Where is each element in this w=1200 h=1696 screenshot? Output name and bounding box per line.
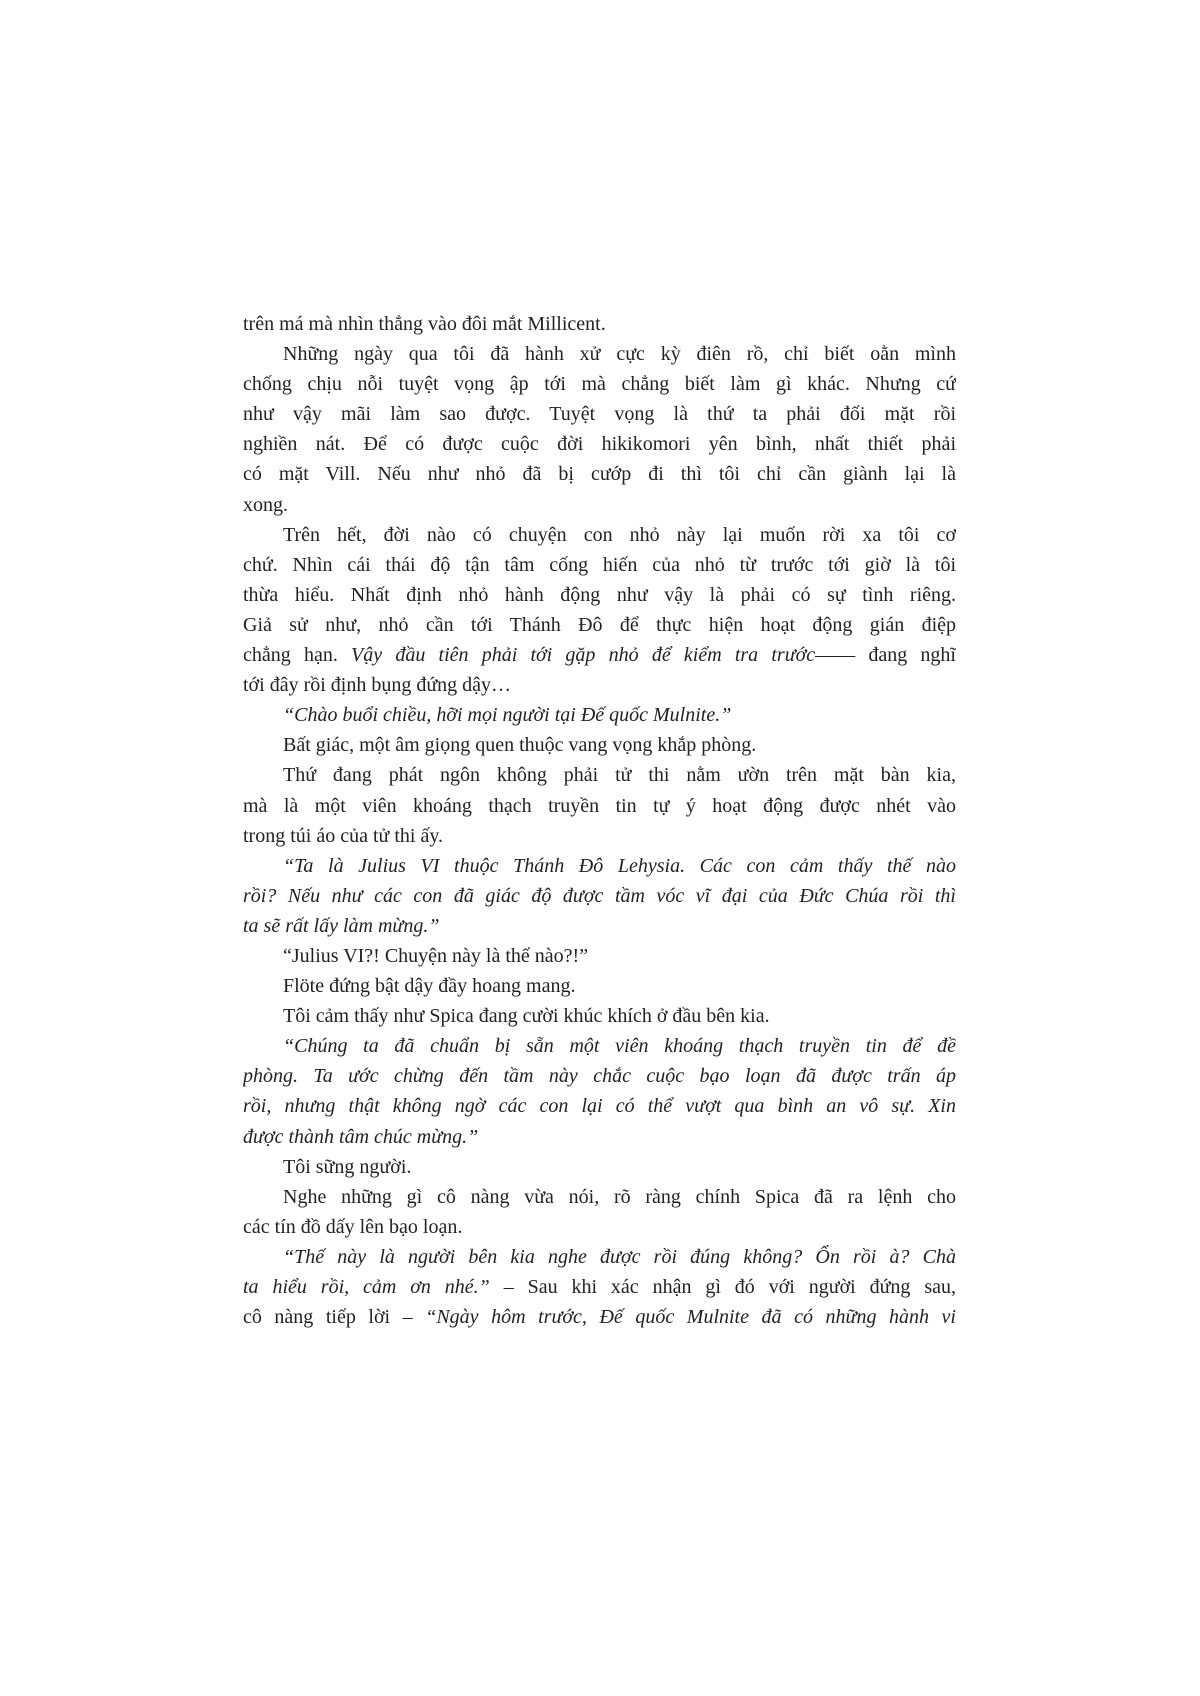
text-segment: trên má mà nhìn thẳng vào đôi mắt Millicent. [243, 313, 606, 335]
text-line [243, 760, 956, 790]
text-segment: chẳng hạn. [243, 644, 352, 667]
text-segment: Trên hết, đời nào có chuyện con nhỏ này lại muốn rời xa tôi cơ [283, 523, 956, 546]
text-segment: Tôi cảm thấy như Spica đang cười khúc khích ở đầu bên kia. [283, 1005, 770, 1028]
text-line [243, 911, 956, 941]
text-line [243, 490, 956, 520]
text-line [243, 339, 956, 369]
text-segment: tới đây rồi định bụng đứng dậy… [243, 674, 512, 697]
text-segment: Flöte đứng bật dậy đầy hoang mang. [283, 975, 576, 998]
text-segment: – Sau khi xác nhận gì đó với người đứng sau, [489, 1276, 956, 1298]
text-line [243, 640, 956, 670]
text-line [243, 1302, 956, 1332]
text-line [243, 550, 956, 580]
italic-text-segment: Vậy đầu tiên phải tới gặp nhỏ để kiểm tra trước [351, 644, 816, 667]
italic-text-segment: “Chào buổi chiều, hỡi mọi người tại Đế quốc Mulnite.” [283, 704, 732, 727]
text-line [243, 881, 956, 911]
text-line [243, 670, 956, 700]
text-segment: xong. [243, 493, 288, 516]
italic-text-segment: rồi? Nếu như các con đã giác độ được tầm vóc vĩ đại của Đức Chúa rồi thì [243, 884, 956, 907]
text-segment: —— đang nghĩ [815, 644, 956, 667]
text-line [243, 700, 956, 730]
text-segment: các tín đồ dấy lên bạo loạn. [243, 1215, 463, 1238]
italic-text-segment: “Chúng ta đã chuẩn bị sẵn một viên khoáng thạch truyền tin để đề [283, 1035, 956, 1058]
text-segment: thừa hiểu. Nhất định nhỏ hành động như vậy là phải có sự tình riêng. [243, 583, 956, 606]
italic-text-segment: ta hiểu rồi, cảm ơn nhé.” [243, 1276, 490, 1298]
text-line [243, 791, 956, 821]
italic-text-segment: phòng. Ta ước chừng đến tầm này chắc cuộc bạo loạn đã được trấn áp [243, 1065, 956, 1088]
text-segment: “Julius VI?! Chuyện này là thế nào?!” [283, 944, 589, 967]
text-line [243, 1152, 956, 1182]
text-line [243, 1031, 956, 1061]
text-segment: Bất giác, một âm giọng quen thuộc vang vọng khắp phòng. [283, 734, 757, 757]
text-line [243, 429, 956, 459]
text-segment: Những ngày qua tôi đã hành xử cực kỳ điên rồ, chỉ biết oằn mình [283, 343, 956, 366]
body-text [243, 309, 956, 1332]
text-line [243, 1001, 956, 1031]
text-line [243, 1272, 956, 1302]
text-segment: chống chịu nỗi tuyệt vọng ập tới mà chẳng biết làm gì khác. Nhưng cứ [243, 373, 956, 396]
text-line [243, 369, 956, 399]
text-segment: Nghe những gì cô nàng vừa nói, rõ ràng chính Spica đã ra lệnh cho [283, 1185, 956, 1208]
text-segment: trong túi áo của tử thi ấy. [243, 824, 444, 847]
italic-text-segment: “Ta là Julius VI thuộc Thánh Đô Lehysia. Các con cảm thấy thế nào [283, 854, 956, 877]
text-line [243, 971, 956, 1001]
text-line [243, 610, 956, 640]
text-line [243, 1212, 956, 1242]
text-line [243, 1091, 956, 1121]
text-segment: như vậy mãi làm sao được. Tuyệt vọng là thứ ta phải đối mặt rồi [243, 403, 956, 426]
text-line [243, 1122, 956, 1152]
text-segment: cô nàng tiếp lời – [243, 1306, 426, 1329]
text-line [243, 1182, 956, 1212]
text-line [243, 520, 956, 550]
text-segment: nghiền nát. Để có được cuộc đời hikikomori yên bình, nhất thiết phải [243, 433, 956, 456]
text-segment: có mặt Vill. Nếu như nhỏ đã bị cướp đi thì tôi chỉ cần giành lại là [243, 463, 956, 486]
italic-text-segment: “Thế này là người bên kia nghe được rồi đúng không? Ổn rồi à? Chà [283, 1245, 956, 1268]
text-line [243, 1061, 956, 1091]
text-line [243, 851, 956, 881]
text-line [243, 1242, 956, 1272]
text-line [243, 399, 956, 429]
text-line [243, 821, 956, 851]
text-segment: chứ. Nhìn cái thái độ tận tâm cống hiến của nhỏ từ trước tới giờ là tôi [243, 553, 956, 576]
text-line [243, 730, 956, 760]
italic-text-segment: được thành tâm chúc mừng.” [243, 1125, 479, 1148]
text-segment: Thứ đang phát ngôn không phải tử thi nằm ườn trên mặt bàn kia, [283, 764, 956, 787]
text-segment: Giả sử như, nhỏ cần tới Thánh Đô để thực hiện hoạt động gián điệp [243, 613, 956, 636]
text-line [243, 309, 956, 339]
text-segment: Tôi sững người. [283, 1155, 412, 1178]
italic-text-segment: rồi, nhưng thật không ngờ các con lại có thể vượt qua bình an vô sự. Xin [243, 1095, 956, 1118]
italic-text-segment: ta sẽ rất lấy làm mừng.” [243, 914, 440, 937]
text-line [243, 459, 956, 489]
text-line [243, 941, 956, 971]
italic-text-segment: “Ngày hôm trước, Đế quốc Mulnite đã có những hành vi [425, 1306, 956, 1329]
text-segment: mà là một viên khoáng thạch truyền tin tự ý hoạt động được nhét vào [243, 794, 956, 817]
text-line [243, 580, 956, 610]
